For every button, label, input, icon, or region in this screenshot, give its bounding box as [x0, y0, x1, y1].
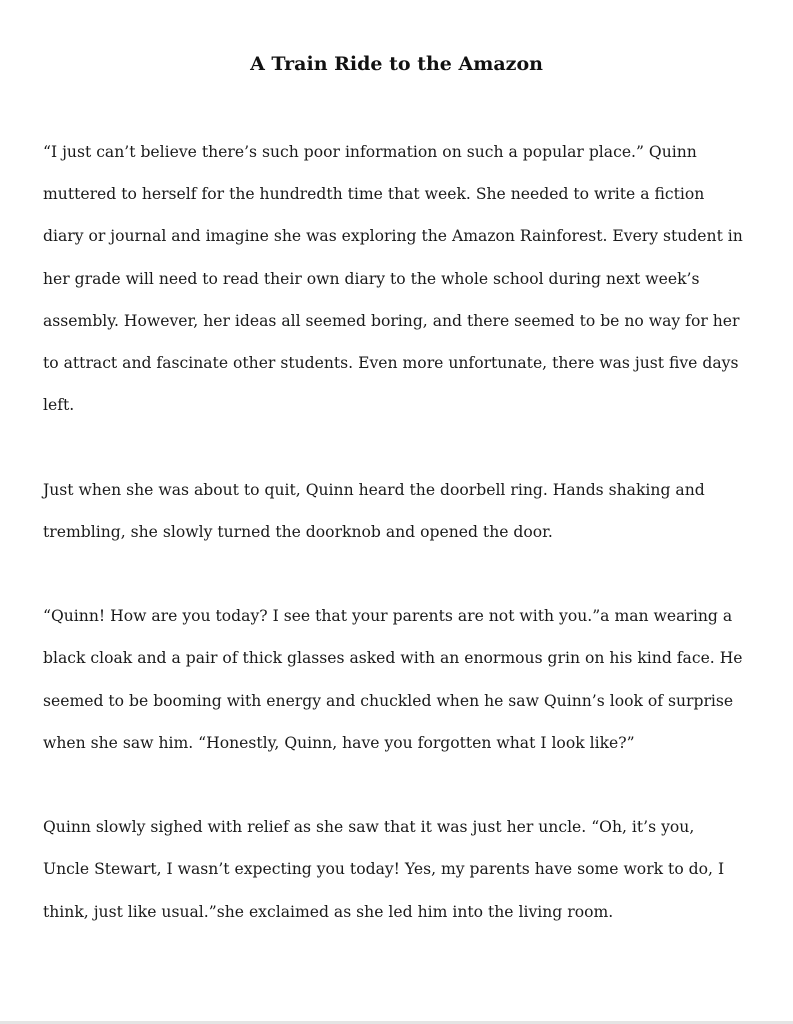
paragraph-1: “I just can’t believe there’s such poor information on such a popular place.” Quinn muttered to herself for the hundredth time that week. She needed to write a fiction diary or journal and imagine she was exploring the Amazon Rainforest. Every student in her grade will need to read their own diary to the whole school during next week’s assembly. However, her ideas all seemed boring, and there seemed to be no way for her to attract and fascinate other students. Even more unfortunate, there was just five days left. [43, 143, 743, 415]
paragraph-4: Quinn slowly sighed with relief as she saw that it was just her uncle. “Oh, it’s you, Uncle Stewart, I wasn’t expecting you today! Yes, my parents have some work to do, I think, just like usual.”she exclaimed as she led him into the living room. [43, 818, 725, 921]
paragraph-spacer [43, 764, 745, 806]
paragraph-spacer [43, 553, 745, 595]
paragraph-spacer [43, 426, 745, 468]
document-title: A Train Ride to the Amazon [250, 53, 543, 75]
paragraph-2: Just when she was about to quit, Quinn heard the doorbell ring. Hands shaking and trembling, she slowly turned the doorknob and opened the door. [43, 480, 705, 541]
paragraph-3: “Quinn! How are you today? I see that your parents are not with you.”a man wearing a black cloak and a pair of thick glasses asked with an enormous grin on his kind face. He seemed to be booming with energy and chuckled when he saw Quinn’s look of surprise when she saw him. “Honestly, Quinn, have you forgotten what I look like?” [43, 607, 743, 752]
document-body [43, 131, 745, 933]
